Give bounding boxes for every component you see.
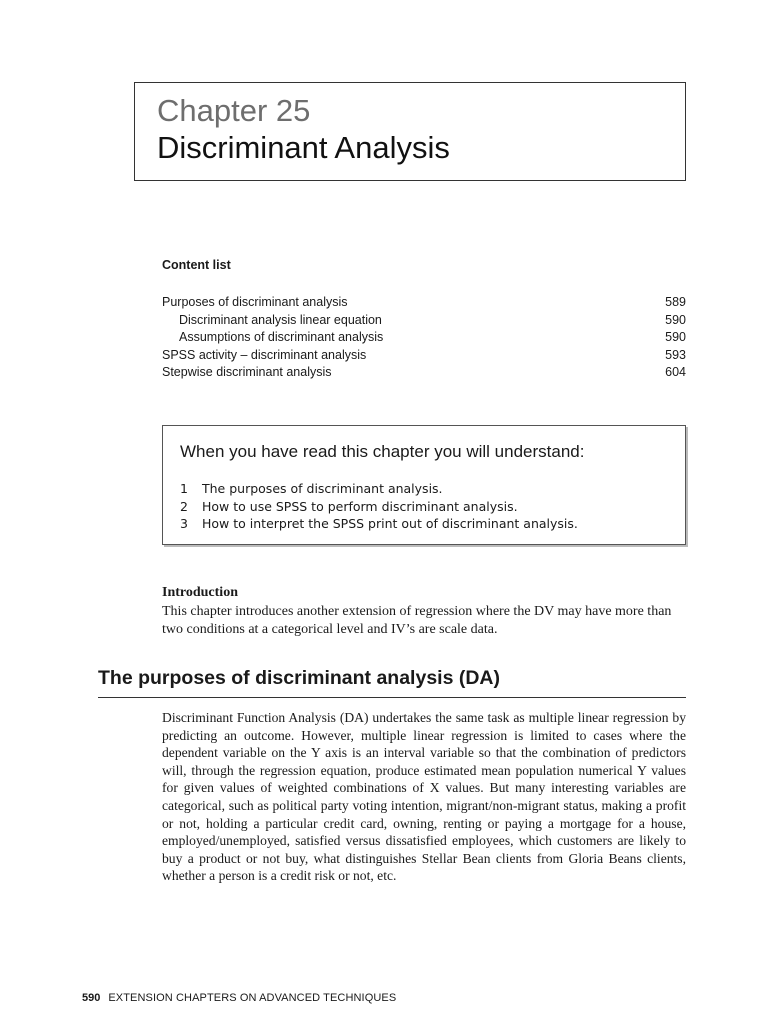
objectives-heading: When you have read this chapter you will understand: xyxy=(180,442,585,461)
toc-item-page: 604 xyxy=(665,365,686,379)
objective-text: How to interpret the SPSS print out of discriminant analysis. xyxy=(202,516,578,531)
objective-text: How to use SPSS to perform discriminant analysis. xyxy=(202,498,518,514)
toc-item-page: 590 xyxy=(665,330,686,344)
table-of-contents xyxy=(162,294,686,382)
toc-item xyxy=(162,329,686,347)
toc-item xyxy=(162,294,686,312)
footer-running-title: EXTENSION CHAPTERS ON ADVANCED TECHNIQUES xyxy=(108,992,397,1004)
footer-page-number: 590 xyxy=(82,992,101,1004)
toc-item-label: Stepwise discriminant analysis xyxy=(162,365,332,379)
introduction-heading: Introduction xyxy=(162,585,238,600)
objective-item xyxy=(180,498,578,516)
learning-objectives-box xyxy=(162,425,686,545)
objective-text: The purposes of discriminant analysis. xyxy=(202,481,443,496)
chapter-title-box xyxy=(134,82,686,181)
introduction-paragraph: This chapter introduces another extension of regression where the DV may have more than two conditions at a categorical level and IV’s are scale data. xyxy=(162,604,672,637)
objectives-list xyxy=(180,480,578,533)
toc-item-page: 590 xyxy=(665,312,686,327)
section-paragraph: Discriminant Function Analysis (DA) undertakes the same task as multiple linear regression by predicting an outcome. However, multiple linear regression is limited to cases where the dependent variable on the Y axis is an interval variable so that the combination of predictors will, through the regression equation, produce estimated mean population numerical Y values for given values of weighted combinations of X values. But many interesting variables are categorical, such as political party voting intention, migrant/non-migrant status, making a profit or not, holding a particular credit card, owning, renting or paying a mortgage for a house, employed/unemployed, satisfied versus dissatisfied employees, which customers are likely to buy a product or not buy, what distinguishes Stellar Bean clients from Gloria Beans clients, whether a person is a credit risk or not, etc. xyxy=(162,710,686,884)
objective-number: 3 xyxy=(180,516,188,531)
chapter-number: Chapter 25 xyxy=(157,93,311,128)
objective-number: 2 xyxy=(180,498,188,514)
page-footer xyxy=(82,993,396,1004)
section-divider xyxy=(98,697,686,698)
toc-item-label: Discriminant analysis linear equation xyxy=(179,312,382,327)
toc-item xyxy=(162,347,686,365)
content-list-heading: Content list xyxy=(162,258,231,272)
toc-item-page: 593 xyxy=(665,347,686,362)
toc-item xyxy=(162,364,686,382)
section-heading: The purposes of discriminant analysis (DA) xyxy=(98,667,500,689)
objective-number: 1 xyxy=(180,481,188,496)
toc-item-label: Assumptions of discriminant analysis xyxy=(179,330,384,344)
toc-item-label: Purposes of discriminant analysis xyxy=(162,295,348,309)
toc-item xyxy=(162,312,686,330)
chapter-title: Discriminant Analysis xyxy=(157,130,450,165)
objective-item xyxy=(180,480,578,498)
toc-item-page: 589 xyxy=(665,295,686,309)
objective-item xyxy=(180,515,578,533)
toc-item-label: SPSS activity – discriminant analysis xyxy=(162,347,367,362)
